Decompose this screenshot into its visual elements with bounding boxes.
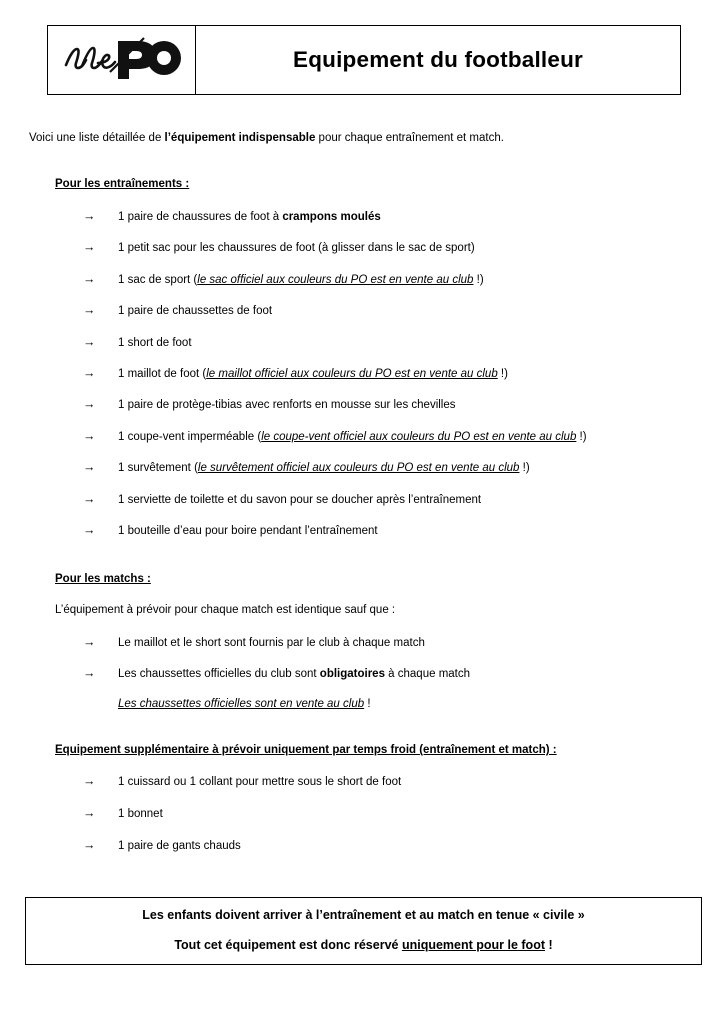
text-fragment: 1 paire de chaussettes de foot	[118, 305, 273, 318]
text-fragment: 1 serviette de toilette et du savon pour se doucher après l’entraînement	[118, 493, 482, 506]
text-fragment: le sac officiel aux couleurs du PO est en vente au club	[197, 273, 474, 286]
intro-text-after: pour chaque entraînement et match.	[315, 132, 504, 144]
list-item	[83, 839, 683, 852]
list-item-label	[118, 494, 683, 506]
text-fragment: 1 paire de protège-tibias avec renforts en mousse sur les chevilles	[118, 399, 456, 412]
document-header	[47, 25, 681, 95]
text-fragment: à chaque match	[384, 668, 471, 680]
footer-line-2-after: !	[545, 938, 553, 952]
list-item	[83, 430, 683, 443]
text-fragment: 1 paire de chaussures de foot à	[118, 211, 283, 223]
list-item-label	[118, 368, 683, 380]
text-fragment: 1 coupe-vent imperméable (	[118, 430, 262, 443]
footer-notice-box	[25, 897, 702, 965]
list-item-label	[118, 305, 683, 317]
text-fragment: 1 cuissard ou 1 collant pour mettre sous le short de foot	[118, 776, 402, 788]
list-item	[83, 210, 683, 223]
section-heading-matches: Pour les matchs :	[55, 573, 151, 585]
list-item-label	[118, 808, 683, 820]
arrow-icon: →	[83, 209, 96, 223]
list-item	[83, 807, 683, 820]
intro-paragraph	[29, 132, 504, 144]
footer-line-1: Les enfants doivent arriver à l’entraînement et au match en tenue « civile »	[142, 908, 585, 922]
arrow-icon: →	[83, 334, 96, 349]
text-fragment: Les chaussettes officielles du club sont	[118, 668, 320, 680]
list-item	[83, 304, 683, 317]
text-fragment: 1 petit sac pour les chaussures de foot (à glisser dans le sac de sport)	[118, 242, 475, 255]
arrow-icon: →	[83, 806, 96, 820]
list-item-label	[118, 242, 683, 254]
text-fragment: !)	[576, 430, 587, 443]
text-fragment: 1 bouteille d’eau pour boire pendant l’entraînement	[118, 525, 378, 537]
list-item	[83, 336, 683, 349]
list-item-label	[118, 840, 683, 852]
list-item	[83, 667, 683, 680]
text-fragment: obligatoires	[319, 668, 385, 680]
arrow-icon: →	[83, 666, 96, 680]
list-item-label	[118, 399, 683, 411]
text-fragment: !)	[497, 368, 508, 380]
arrow-icon: →	[83, 303, 96, 318]
list-item	[83, 398, 683, 411]
list-item	[83, 698, 683, 710]
text-fragment: 1 short de foot	[118, 336, 192, 349]
intro-text-before: Voici une liste détaillée de	[29, 132, 165, 144]
text-fragment: Le maillot et le short sont fournis par le club à chaque match	[118, 637, 425, 649]
text-fragment: le maillot officiel aux couleurs du PO est en vente au club	[206, 368, 498, 380]
footer-line-2-underline: uniquement pour le foot	[401, 938, 545, 952]
text-fragment: le coupe-vent officiel aux couleurs du PO est en vente au club	[261, 430, 577, 443]
arrow-icon: →	[83, 366, 96, 380]
arrow-icon: →	[83, 460, 96, 475]
text-fragment: 1 paire de gants chauds	[118, 840, 241, 852]
text-fragment: !)	[473, 273, 484, 286]
list-item-label	[118, 337, 683, 349]
arrow-icon: →	[83, 271, 96, 286]
list-item	[83, 367, 683, 380]
arrow-icon: →	[83, 523, 96, 537]
footer-line-2	[26, 938, 701, 952]
arrow-icon: →	[83, 774, 96, 788]
list-item-label	[118, 668, 683, 680]
text-fragment: !	[364, 698, 371, 710]
title-cell	[196, 26, 680, 94]
list-item-label	[118, 211, 683, 223]
text-fragment: !)	[519, 462, 530, 475]
intro-text-bold: l’équipement indispensable	[164, 132, 316, 144]
list-item	[83, 273, 683, 286]
arrow-icon: →	[83, 240, 96, 255]
list-item	[83, 461, 683, 474]
section-heading-training: Pour les entraînements :	[55, 178, 190, 190]
section-heading-cold-weather: Equipement supplémentaire à prévoir uniquement par temps froid (entraînement et match) :	[55, 744, 557, 756]
list-item	[83, 241, 683, 254]
text-fragment: 1 bonnet	[118, 808, 163, 820]
text-fragment: 1 sac de sport (	[118, 273, 198, 286]
list-item-label	[118, 274, 683, 286]
page-title: Equipement du footballeur	[293, 47, 583, 72]
footer-line-2-before: Tout cet équipement est donc réservé	[174, 938, 402, 952]
le-po-logo	[60, 35, 184, 85]
list-item-label	[118, 776, 683, 788]
text-fragment: le survêtement officiel aux couleurs du PO est en vente au club	[197, 462, 520, 475]
logo-cell	[48, 26, 196, 94]
arrow-icon: →	[83, 838, 96, 852]
list-item-label	[118, 462, 683, 474]
list-item	[83, 636, 683, 649]
list-item	[83, 775, 683, 788]
text-fragment: 1 maillot de foot (	[118, 368, 207, 380]
arrow-icon: →	[83, 428, 96, 443]
list-item-label	[118, 525, 683, 537]
text-fragment: crampons moulés	[282, 211, 381, 223]
matches-intro: L’équipement à prévoir pour chaque match est identique sauf que :	[55, 604, 396, 616]
list-item-label	[118, 431, 683, 443]
list-item	[83, 493, 683, 506]
list-item-label	[118, 698, 683, 710]
text-fragment: 1 survêtement (	[118, 462, 198, 475]
arrow-icon: →	[83, 397, 96, 412]
list-item	[83, 524, 683, 537]
list-item-label	[118, 637, 683, 649]
text-fragment: Les chaussettes officielles sont en vente au club	[118, 698, 365, 710]
arrow-icon: →	[83, 635, 96, 649]
arrow-icon: →	[83, 491, 96, 506]
